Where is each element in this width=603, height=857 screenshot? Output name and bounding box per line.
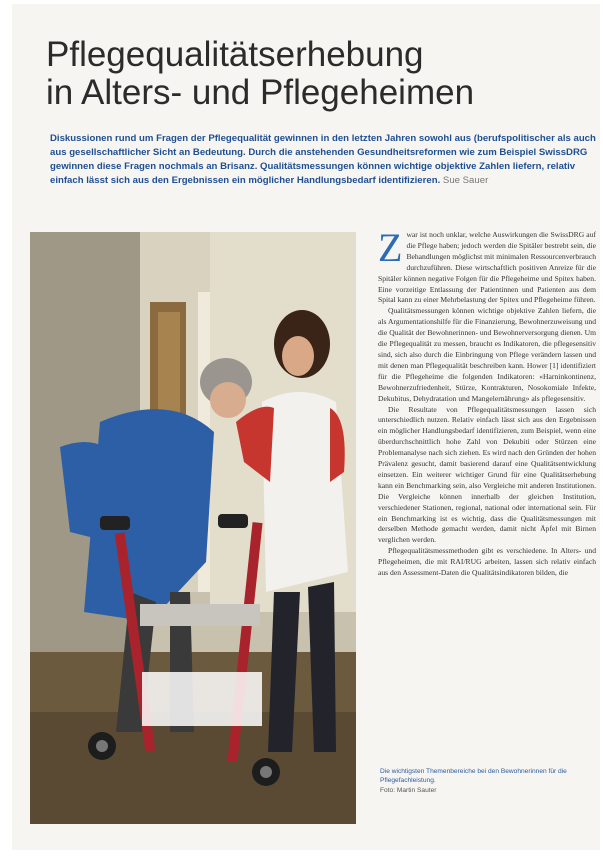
drop-cap: Z — [378, 225, 403, 270]
lead-text: Diskussionen rund um Fragen der Pflegequalität gewinnen in den letzten Jahren sowohl aus (berufspolitischer als auch aus gesellschaftlicher Sicht an Bedeutung. Durch die anstehenden Gesundheitsreformen wie zum Beispiel SwissDRG gewinnen diese Fragen nochmals an Brisanz. Qualitätsmessungen können wichtige objektive Zahlen liefern, relativ einfach lässt sich aus den Ergebnissen ein möglicher Handlungsbedarf identifizieren. — [50, 133, 596, 186]
photo-credit: Foto: Martin Sauter — [380, 786, 437, 794]
author-name: Sue Sauer — [442, 175, 489, 186]
body-paragraph: Qualitätsmessungen können wichtige objektive Zahlen liefern, die als Argumentationshilfe für die Finanzierung, Bewohnerzuweisung und die Qualität der Bewohnerinnen- und Bewohnerversorgung dienen. Um die Pflegequalität zu messen, braucht es Indikatoren, die pflegesensitiv sind, sich also durch die Einbringung von Pflege verändern lassen und mit denen man Pflegequalität beschreiben kann. Hower [1] identifiziert für die Pflegeheime die folgenden Indikatoren: «Harninkontinenz, Bewohnerzufriedenheit, Stürze, Kontrakturen, Nosokomiale Infekte, Dekubitus, Dehydratation und Mangelernährung» als pflegesensitiv. — [378, 306, 596, 403]
article-title-line-1: Pflegequalitätserhebung — [46, 35, 424, 74]
body-paragraph: Die Resultate von Pflegequalitätsmessungen lassen sich unterschiedlich nutzen. Relativ einfach lässt sich aus den Ergebnissen ein möglicher Handlungsbedarf identifizieren, zum Beispiel, wenn eine überdurchschnittlich hohe Zahl von Dekubiti oder Stürzen eine Problemanalyse nach sich ziehen. Es wird nach den Gründen der hohen Prävalenz gesucht, damit basierend darauf eine Qualitätsentwicklung einsetzen. Ein weiterer wichtiger Grund für eine Qualitätserhebung kann ein Benchmarking sein, also Vergleiche mit anderen Institutionen. Die Vergleiche können innerhalb der gleichen Institution, verschiedener Stationen, regional, national oder international sein. Für ein Benchmarking ist es wichtig, dass die Qualitätsmessungen mit derselben Methode gemacht werden, damit nicht Äpfel mit Birnen verglichen werden. — [378, 404, 596, 545]
body-paragraph: Pflegequalitätsmessmethoden gibt es verschiedene. In Alters- und Pflegeheimen, die mit RAI/RUG arbeiten, lassen sich relativ einfach aus den Assessment-Daten die Qualitätsindikatoren bilden, die — [378, 546, 596, 578]
article-title-line-2: in Alters- und Pflegeheimen — [46, 73, 475, 112]
article-lead — [50, 132, 598, 188]
photo-caption — [380, 767, 590, 795]
article-body — [378, 225, 596, 579]
magazine-page — [12, 4, 600, 850]
photo-caption-text: Die wichtigsten Themenbereiche bei den Bewohnerinnen für die Pflegefachleistung. — [380, 768, 567, 785]
article-title — [46, 36, 586, 112]
article-photo — [30, 232, 356, 824]
photo-illustration — [30, 232, 356, 824]
body-paragraph — [378, 225, 596, 306]
body-paragraph-1-text: war ist noch unklar, welche Auswirkungen die SwissDRG auf die Pflege haben; jedoch werden die Spitäler bestrebt sein, die Behandlungen möglichst mit minimalen Ressourcenverbrauch durchzuführen. Diese wirtschaftlich positiven Anreize für die Spitäler können negative Folgen für die Pflegeheime und Spitex haben. Eine vorzeitige Entlassung der Patientinnen und Patienten aus dem Spital kann zu einer Mehrbelastung der Spitex und Pflegeheime führen. — [378, 230, 596, 305]
